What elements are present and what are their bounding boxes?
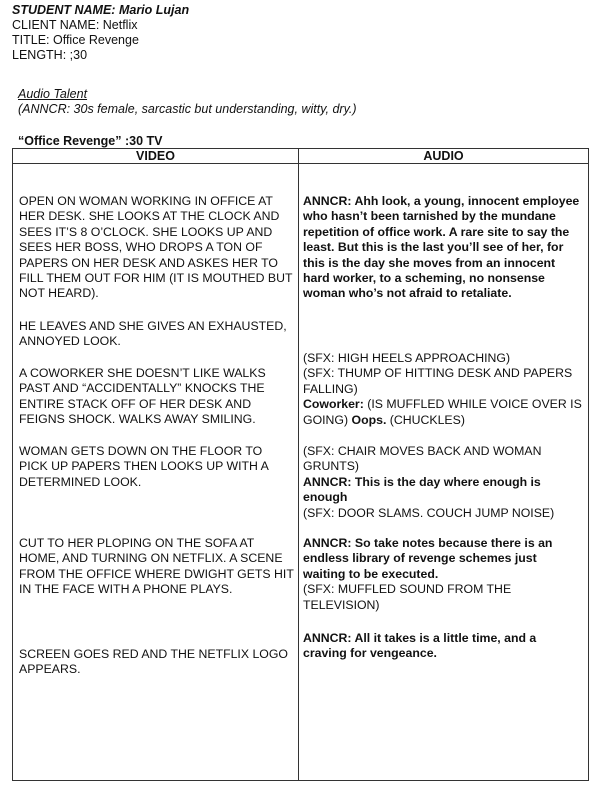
audio-block-notes: [303, 536, 582, 613]
video-column: [13, 164, 299, 781]
video-shot-2: HE LEAVES AND SHE GIVES AN EXHAUSTED, ANNOYED LOOK.: [19, 319, 287, 349]
video-shot-6: SCREEN GOES RED AND THE NETFLIX LOGO APPEARS.: [19, 647, 288, 677]
script-table: [12, 148, 589, 781]
anncr-enough: ANNCR: This is the day where enough is enough: [303, 474, 541, 505]
student-name-line: [12, 3, 189, 18]
student-name: Mario Lujan: [118, 3, 190, 17]
audio-anncr-closing: ANNCR: All it takes is a little time, and a craving for vengeance.: [303, 631, 537, 661]
student-header: [12, 3, 189, 63]
student-label: STUDENT NAME:: [12, 3, 116, 17]
script-body-row: [13, 164, 589, 781]
coworker-label: Coworker:: [303, 397, 364, 412]
video-shot-5: CUT TO HER PLOPING ON THE SOFA AT HOME, AND TURNING ON NETFLIX. A SCENE FROM THE OFFICE WHERE DWIGHT GETS HIT IN THE FACE WITH A PHONE PLAYS.: [19, 536, 294, 597]
spot-title: “Office Revenge” :30 TV: [18, 134, 163, 148]
sfx-thump: (SFX: THUMP OF HITTING DESK AND PAPERS FALLING): [303, 366, 573, 396]
audio-block-coworker: [303, 351, 582, 428]
video-column-header: VIDEO: [13, 149, 299, 164]
coworker-dialogue: Oops.: [351, 412, 387, 427]
audio-talent-section: [18, 87, 357, 117]
anncr-notes: ANNCR: So take notes because there is an endless library of revenge schemes just waiting to be executed.: [303, 536, 553, 581]
sfx-heels: (SFX: HIGH HEELS APPROACHING): [303, 351, 511, 365]
audio-column-header: AUDIO: [299, 149, 589, 164]
video-shot-3: A COWORKER SHE DOESN’T LIKE WALKS PAST AND “ACCIDENTALLY” KNOCKS THE ENTIRE STACK OFF OF HER DESK AND FEIGNS SHOCK. WALKS AWAY SMILING.: [19, 366, 266, 427]
audio-anncr-intro: ANNCR: Ahh look, a young, innocent employee who hasn’t been tarnished by the mundane repetition of office work. A rare site to say the least. But this is the last you’ll see of her, for this is the day she moves from an innocent hard worker, to a scheming, no nonsense woman who’s not afraid to retaliate.: [303, 194, 580, 301]
audio-column: [299, 164, 589, 781]
coworker-direction: (IS MUFFLED WHILE VOICE OVER IS GOING): [303, 397, 582, 427]
length-line: LENGTH: ;30: [12, 48, 88, 62]
sfx-chair: (SFX: CHAIR MOVES BACK AND WOMAN GRUNTS): [303, 444, 542, 474]
audio-block-enough: [303, 444, 582, 521]
sfx-television: (SFX: MUFFLED SOUND FROM THE TELEVISION): [303, 582, 512, 612]
title-line: TITLE: Office Revenge: [12, 33, 139, 47]
table-header-row: [13, 149, 589, 164]
audio-talent-description: (ANNCR: 30s female, sarcastic but understanding, witty, dry.): [18, 102, 357, 116]
video-shot-1: OPEN ON WOMAN WORKING IN OFFICE AT HER DESK. SHE LOOKS AT THE CLOCK AND SEES IT’S 8 O’CLOCK. SHE LOOKS UP AND SEES HER BOSS, WHO DROPS A TON OF PAPERS ON HER DESK AND ASKES HER TO FILL THEM OUT FOR HIM (IT IS MOUTHED BUT NOT HEARD).: [19, 194, 293, 301]
coworker-direction-end: (CHUCKLES): [386, 412, 465, 427]
video-shot-4: WOMAN GETS DOWN ON THE FLOOR TO PICK UP PAPERS THEN LOOKS UP WITH A DETERMINED LOOK.: [19, 444, 269, 489]
audio-talent-heading: Audio Talent: [18, 87, 88, 101]
coworker-line: [303, 397, 582, 428]
sfx-door: (SFX: DOOR SLAMS. COUCH JUMP NOISE): [303, 505, 555, 520]
client-line: CLIENT NAME: Netflix: [12, 18, 138, 32]
